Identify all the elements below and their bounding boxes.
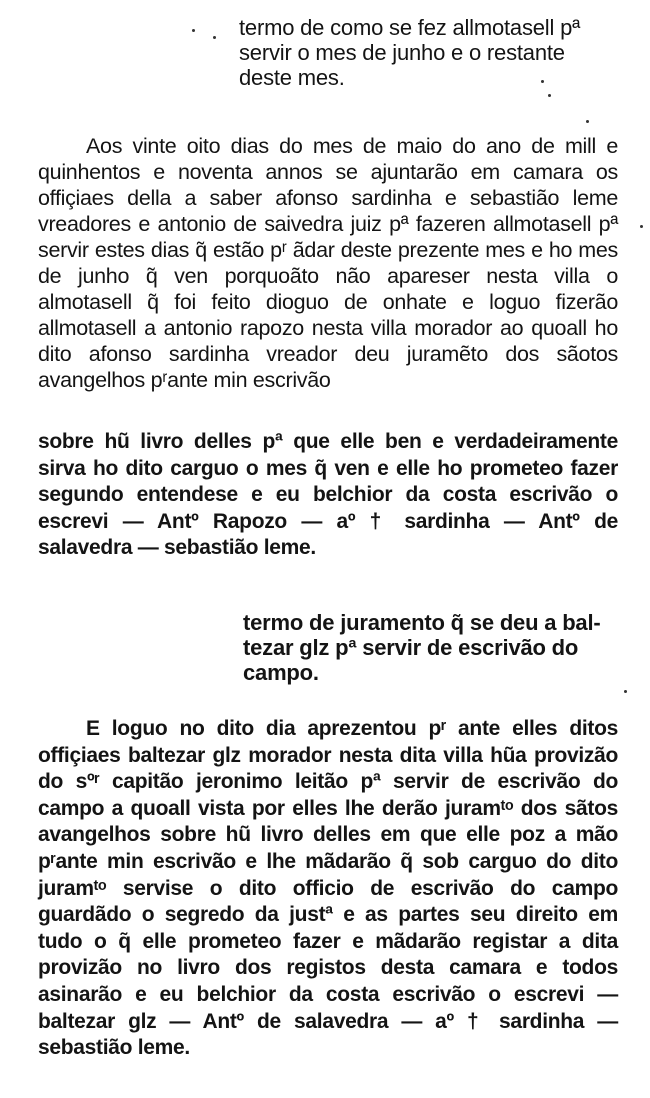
entry-1-paragraph-part-1: Aos vinte oito dias do mes de maio do ano de mill e quinhentos e noventa annos se ajuntarão em camara os offiçiaes della a saber afonso sardinha e sebastião leme vreadores e antonio de saivedra juiz pª fazeren allmotasell pª servir estes dias q̃ estão pʳ ãdar deste prezente mes e ho mes de junho q̃ ven porquoãto não apareser nesta villa o almotasell q̃ foi feito dioguo de onhate e loguo fizerão allmotasell a antonio rapozo nesta villa morador ao quoall ho dito afonso sardinha vreador deu juramẽto dos sãotos avangelhos pʳante min escrivão: [38, 134, 618, 392]
ink-speck: [586, 120, 589, 123]
ink-speck: [192, 29, 195, 32]
ink-speck: [213, 36, 216, 39]
entry-2-heading: termo de juramento q̃ se deu a bal- tezar glz pª servir de escrivão do campo.: [243, 610, 601, 685]
entry-1-paragraph-part-2: sobre hũ livro delles pª que elle ben e verdadeiramente sirva ho dito carguo o mes q̃ ven e elle ho prometeo fazer segundo entendese e eu belchior da costa escrivão o escrevi — Antº Rapozo — aº † sardinha — Antº de salavedra — sebastião leme.: [38, 430, 618, 559]
entry-2-paragraph: E loguo no dito dia aprezentou pʳ ante elles ditos offiçiaes baltezar glz morador nesta dita villa hũa provizão do sºʳ capitão jeronimo leitão pª servir de escrivão do campo a quoall vista por elles lhe derão juramᵗᵒ dos sãtos avangelhos sobre hũ livro delles em que elle poz a mão pʳante min escrivão e lhe mãdarão q̃ sob carguo do dito juramᵗᵒ servise o dito officio de escrivão do campo guardãdo o segredo da justª e as partes seu direito em tudo o q̃ elle prometeo fazer e mãdarão registar a dita provizão no livro dos registos desta camara e todos asinarão e eu belchior da costa escrivão o escrevi — baltezar glz — Antº de salavedra — aº † sardinha — sebastião leme.: [38, 717, 618, 1060]
ink-speck: [548, 94, 551, 97]
ink-speck: [624, 690, 627, 693]
ink-speck: [640, 225, 643, 228]
entry-1-heading: termo de como se fez allmotasell pª servir o mes de junho e o restante deste mes.: [239, 15, 581, 90]
